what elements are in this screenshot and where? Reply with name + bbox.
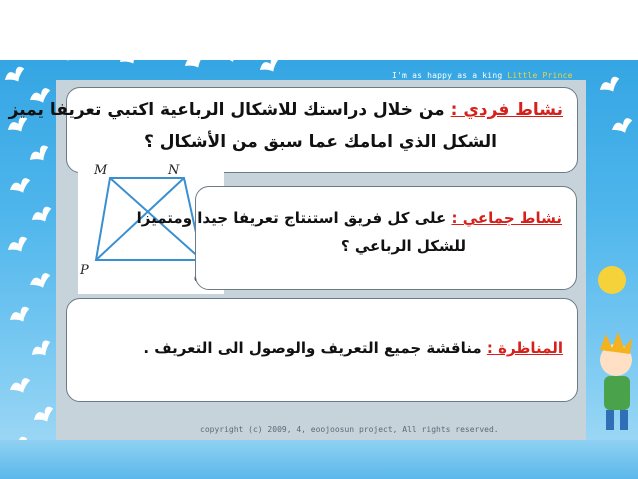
group-activity-line2: للشكل الرباعي ؟ xyxy=(340,237,466,255)
ground-decoration xyxy=(0,440,638,479)
tagline-text: I'm as happy as a king xyxy=(392,71,503,80)
brand-tagline xyxy=(392,71,573,80)
debate-card xyxy=(66,298,578,402)
debate-line xyxy=(143,339,563,357)
group-activity-card xyxy=(136,186,577,290)
individual-activity-line1 xyxy=(9,100,563,120)
vertex-n-label: N xyxy=(168,163,180,178)
vertex-m-label: M xyxy=(94,163,108,178)
copyright-footer: copyright (c) 2009, 4, eoojoosun project, All rights reserved. xyxy=(200,425,499,434)
individual-activity-label: نشاط فردي : xyxy=(450,100,563,120)
individual-activity-line2: الشكل الذي امامك عما سبق من الأشكال ؟ xyxy=(144,132,497,152)
group-activity-text1: على كل فريق استنتاج تعريفا جيدا ومتميزا xyxy=(136,209,447,227)
prince-coat xyxy=(604,376,630,410)
individual-activity-text1: من خلال دراستك للاشكال الرباعية اكتبي تعريفا يميز xyxy=(8,100,445,120)
prince-leg-left xyxy=(606,410,614,430)
group-activity-line1 xyxy=(137,209,562,227)
group-activity-label: نشاط جماعي : xyxy=(451,209,562,227)
little-prince-illustration xyxy=(586,250,638,450)
planet-icon xyxy=(598,266,626,294)
debate-text: مناقشة جميع التعريف والوصول الى التعريف . xyxy=(143,339,482,357)
tagline-accent: Little Prince xyxy=(507,71,573,80)
prince-leg-right xyxy=(620,410,628,430)
debate-label: المناظرة : xyxy=(486,339,563,357)
vertex-p-label: P xyxy=(80,263,89,278)
